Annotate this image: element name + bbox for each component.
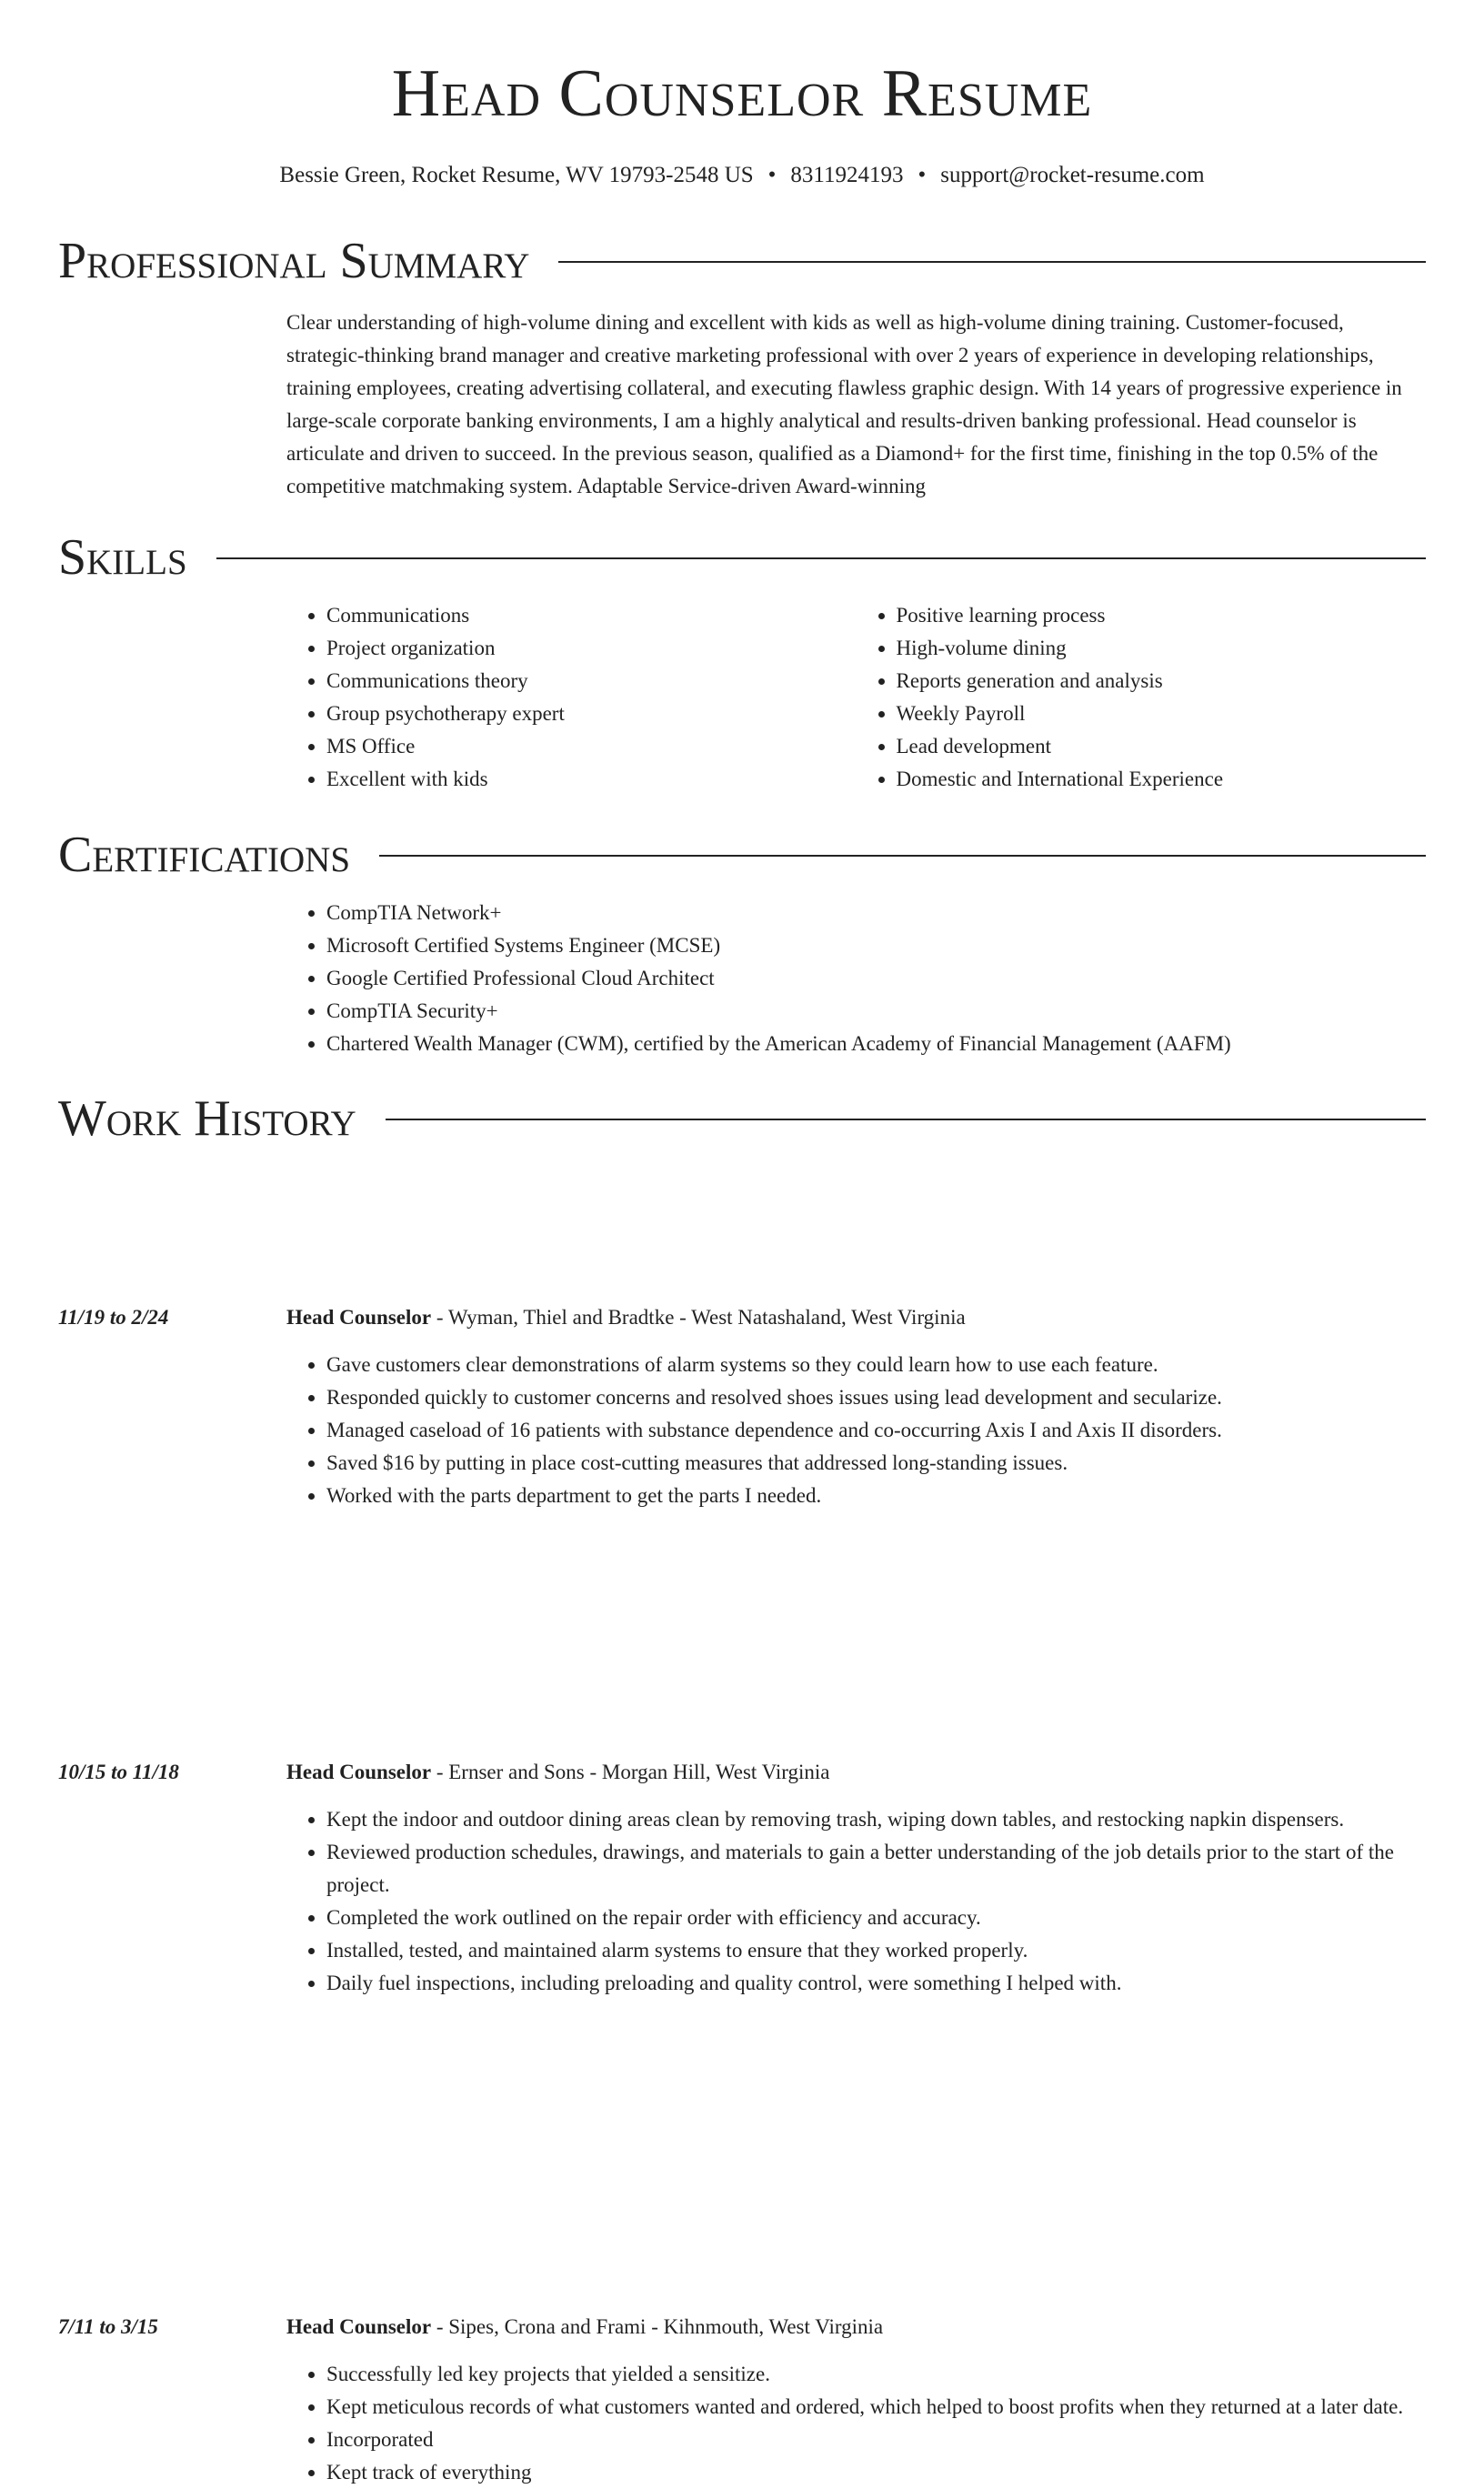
job-company: - Wyman, Thiel and Bradtke - West Natashaland, West Virginia — [431, 1306, 966, 1329]
job-company: - Ernser and Sons - Morgan Hill, West Virginia — [431, 1761, 830, 1783]
job-heading-line — [286, 1756, 830, 1789]
job-duty: • Kept the indoor and outdoor dining areas clean by removing trash, wiping down tables, and restocking napkin dispensers. — [326, 1803, 1426, 1836]
skill-item: • Project organization — [326, 632, 857, 665]
skill-item: • Lead development — [897, 730, 1427, 763]
skill-item: • High-volume dining — [897, 632, 1427, 665]
certification-item: • Google Certified Professional Cloud Architect — [326, 962, 1426, 995]
job-header — [58, 1301, 1426, 1334]
certification-item: • CompTIA Network+ — [326, 897, 1426, 929]
summary-text: Clear understanding of high-volume dining and excellent with kids as well as high-volume dining training. Customer-focused, strategic-thinking brand manager and creative marketing professional with over 2 years of experience in developing relationships, training employees, creating advertising collateral, and executing flawless graphic design. With 14 years of progressive experience in large-scale corporate banking environments, I am a highly analytical and results-driven banking professional. Head counselor is articulate and driven to succeed. In the previous season, qualified as a Diamond+ for the first time, finishing in the top 0.5% of the competitive matchmaking system. Adaptable Service-driven Award-winning — [286, 311, 1402, 497]
resume-page — [58, 0, 1426, 2484]
contact-address: Bessie Green, Rocket Resume, WV 19793-2548 US — [279, 163, 754, 187]
job-entry — [58, 2311, 1426, 2489]
work-history-heading: Work History — [58, 1090, 356, 1147]
job-duty: • Incorporated — [326, 2424, 1426, 2456]
job-entry — [58, 1756, 1426, 2000]
summary-body — [286, 288, 1426, 503]
skill-item: • MS Office — [326, 730, 857, 763]
skill-item: • Positive learning process — [897, 599, 1427, 632]
job-header — [58, 1756, 1426, 1789]
job-duty: • Worked with the parts department to get the parts I needed. — [326, 1480, 1426, 1512]
certifications-list — [286, 897, 1426, 1060]
job-duty: • Kept meticulous records of what customers wanted and ordered, which helped to boost profits when they returned at a later date. — [326, 2391, 1426, 2424]
job-heading-line — [286, 2311, 883, 2343]
job-duty: • Gave customers clear demonstrations of alarm systems so they could learn how to use each feature. — [326, 1349, 1426, 1381]
job-duty: • Kept track of everything — [326, 2456, 1426, 2489]
job-duties-list — [286, 2358, 1426, 2489]
job-company: - Sipes, Crona and Frami - Kihnmouth, West Virginia — [431, 2315, 884, 2338]
certification-item: • CompTIA Security+ — [326, 995, 1426, 1028]
job-duty: • Daily fuel inspections, including preloading and quality control, were something I helped with. — [326, 1967, 1426, 2000]
section-divider — [558, 261, 1426, 263]
certifications-heading: Certifications — [58, 827, 351, 883]
skills-right-list — [857, 599, 1427, 796]
summary-heading: Professional Summary — [58, 233, 530, 289]
skill-item: • Communications — [326, 599, 857, 632]
certifications-body — [286, 882, 1426, 1060]
job-duty: • Successfully led key projects that yielded a sensitize. — [326, 2358, 1426, 2391]
summary-section — [58, 234, 1426, 503]
job-duty: • Completed the work outlined on the repair order with efficiency and accuracy. — [326, 1902, 1426, 1934]
job-duties-list — [286, 1803, 1426, 2000]
job-duties-list — [286, 1349, 1426, 1512]
skills-left-list — [286, 599, 857, 796]
job-heading-line — [286, 1301, 966, 1334]
skills-heading: Skills — [58, 529, 187, 586]
skill-item: • Group psychotherapy expert — [326, 698, 857, 730]
skills-grid — [286, 585, 1426, 796]
certification-item: • Chartered Wealth Manager (CWM), certified by the American Academy of Financial Management (AAFM) — [326, 1028, 1426, 1060]
job-title: Head Counselor — [286, 2315, 432, 2338]
certification-item: • Microsoft Certified Systems Engineer (MCSE) — [326, 929, 1426, 962]
job-duty: • Installed, tested, and maintained alarm systems to ensure that they worked properly. — [326, 1934, 1426, 1967]
skill-item: • Reports generation and analysis — [897, 665, 1427, 698]
skills-section — [58, 530, 1426, 796]
job-dates: 7/11 to 3/15 — [58, 2315, 158, 2338]
job-duties — [286, 1789, 1426, 2000]
certifications-header — [58, 828, 1426, 882]
section-divider — [386, 1119, 1426, 1120]
job-duty: • Reviewed production schedules, drawings, and materials to gain a better understanding of the job details prior to the start of the project. — [326, 1836, 1426, 1902]
job-duty: • Managed caseload of 16 patients with substance dependence and co-occurring Axis I and Axis II disorders. — [326, 1414, 1426, 1447]
skill-item: • Excellent with kids — [326, 763, 857, 796]
certifications-section — [58, 828, 1426, 1060]
skill-item: • Weekly Payroll — [897, 698, 1427, 730]
contact-separator: • — [917, 163, 927, 187]
contact-email: support@rocket-resume.com — [940, 163, 1205, 187]
job-dates: 10/15 to 11/18 — [58, 1761, 179, 1783]
section-divider — [379, 855, 1426, 857]
skill-item: • Domestic and International Experience — [897, 763, 1427, 796]
job-duties — [286, 1334, 1426, 1512]
work-history-header — [58, 1091, 1426, 1146]
skills-header — [58, 530, 1426, 585]
contact-line — [58, 160, 1426, 191]
resume-title: Head Counselor Resume — [391, 56, 1093, 131]
summary-header — [58, 234, 1426, 288]
contact-phone: 8311924193 — [790, 163, 904, 187]
job-title: Head Counselor — [286, 1761, 432, 1783]
job-dates: 11/19 to 2/24 — [58, 1306, 169, 1329]
job-entry — [58, 1301, 1426, 1512]
section-divider — [216, 557, 1426, 559]
job-duties — [286, 2343, 1426, 2489]
job-duty: • Saved $16 by putting in place cost-cutting measures that addressed long-standing issues. — [326, 1447, 1426, 1480]
work-history-section — [58, 1091, 1426, 1146]
skill-item: • Communications theory — [326, 665, 857, 698]
contact-separator: • — [767, 163, 777, 187]
job-title: Head Counselor — [286, 1306, 432, 1329]
job-duty: • Responded quickly to customer concerns and resolved shoes issues using lead development and secularize. — [326, 1381, 1426, 1414]
job-header — [58, 2311, 1426, 2343]
